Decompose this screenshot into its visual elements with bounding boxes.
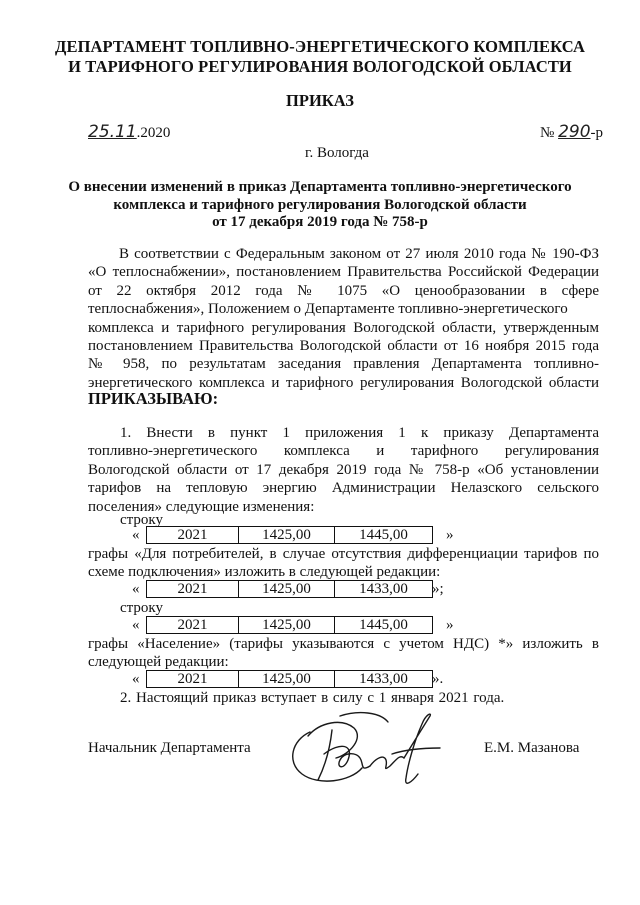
tariff-h1-cell: 1425,00 (239, 581, 335, 598)
signer-position: Начальник Департамента (88, 740, 251, 756)
close-quote-period: ». (432, 671, 444, 687)
graph-2-line: следующей редакции: (88, 654, 229, 671)
tariff-table-2 (146, 580, 433, 598)
department-name-line-2: И ТАРИФНОГО РЕГУЛИРОВАНИЯ ВОЛОГОДСКОЙ ОБЛАСТИ (68, 57, 572, 76)
handwritten-number: 290 (558, 122, 591, 142)
graph-2-paragraph (88, 635, 599, 672)
number-prefix: № (540, 125, 555, 141)
preamble-line: от 22 октября 2012 года № 1075 «О ценообразовании в сфере (88, 282, 599, 299)
year-cell: 2021 (147, 617, 239, 634)
preamble-line: теплоснабжения», Положением о Департаменте топливно-энергетического (88, 301, 568, 318)
preamble-line: постановлением Правительства Вологодской области от 16 ноября 2015 года (88, 338, 599, 355)
item-1-line: топливно-энергетического комплекса и тарифного регулирования (88, 443, 599, 460)
open-quote: « (132, 671, 140, 687)
order-word: ПРИКАЗЫВАЮ: (88, 389, 219, 408)
date-year: .2020 (136, 125, 171, 141)
preamble-line: комплекса и тарифного регулирования Вологодской области, утвержденным (88, 319, 599, 336)
tariff-h2-cell: 1433,00 (335, 581, 433, 598)
document-date (88, 122, 170, 142)
open-quote: « (132, 581, 140, 597)
handwritten-date: 25.11 (88, 122, 137, 142)
stroku-label: строку (120, 512, 163, 528)
item-2-text: 2. Настоящий приказ вступает в силу с 1 января 2021 года. (120, 690, 505, 706)
department-name-line-1: ДЕПАРТАМЕНТ ТОПЛИВНО-ЭНЕРГЕТИЧЕСКОГО КОМПЛЕКСА (55, 37, 585, 56)
graph-2-line: графы «Население» (тарифы указываются с учетом НДС) *» изложить в (88, 636, 599, 652)
close-quote: » (446, 527, 454, 543)
title-line-3: от 17 декабря 2019 года № 758-р (212, 214, 428, 230)
year-cell: 2021 (147, 671, 239, 688)
title-line-2: комплекса и тарифного регулирования Вологодской области (113, 196, 527, 213)
close-quote: » (446, 617, 454, 633)
document-number (540, 122, 603, 142)
tariff-h2-cell: 1433,00 (335, 671, 433, 688)
graph-1-paragraph (88, 545, 599, 582)
signer-name: Е.М. Мазанова (484, 740, 580, 756)
year-cell: 2021 (147, 527, 239, 544)
preamble-line: № 958, по результатам заседания правления Департамента топливно- (88, 356, 599, 373)
preamble-line: «О теплоснабжении», постановлением Правительства Российской Федерации (88, 264, 599, 281)
title-line-1: О внесении изменений в приказ Департамента топливно-энергетического (68, 179, 572, 195)
item-1-line: Вологодской области от 17 декабря 2019 года № 758-р «Об установлении (88, 461, 599, 478)
close-quote-semicolon: »; (432, 581, 444, 597)
tariff-h2-cell: 1445,00 (335, 617, 433, 634)
stroku-label: строку (120, 600, 163, 616)
preamble-line: энергетического комплекса и тарифного регулирования Вологодской области (88, 374, 599, 391)
tariff-h1-cell: 1425,00 (239, 671, 335, 688)
number-suffix: -р (590, 125, 604, 141)
tariff-table-3 (146, 616, 433, 634)
item-1-line: тарифов на тепловую энергию Администрации Нелазского сельского (88, 480, 599, 497)
tariff-table-4 (146, 670, 433, 688)
city: г. Вологда (305, 145, 369, 161)
preamble-paragraph (88, 245, 599, 392)
tariff-h1-cell: 1425,00 (239, 617, 335, 634)
preamble-line: В соответствии с Федеральным законом от 27 июля 2010 года № 190-ФЗ (119, 246, 599, 262)
open-quote: « (132, 527, 140, 543)
graph-1-line: графы «Для потребителей, в случае отсутствия дифференциации тарифов по (88, 546, 599, 562)
graph-1-line: схеме подключения» изложить в следующей редакции: (88, 564, 441, 581)
open-quote: « (132, 617, 140, 633)
item-1-paragraph (88, 424, 599, 516)
year-cell: 2021 (147, 581, 239, 598)
document-type: ПРИКАЗ (286, 91, 354, 110)
tariff-table-1 (146, 526, 433, 544)
tariff-h1-cell: 1425,00 (239, 527, 335, 544)
handwritten-signature (280, 702, 450, 792)
item-1-line: поселения» следующие изменения: (88, 498, 315, 515)
item-1-line: 1. Внести в пункт 1 приложения 1 к приказу Департамента (120, 425, 599, 441)
tariff-h2-cell: 1445,00 (335, 527, 433, 544)
